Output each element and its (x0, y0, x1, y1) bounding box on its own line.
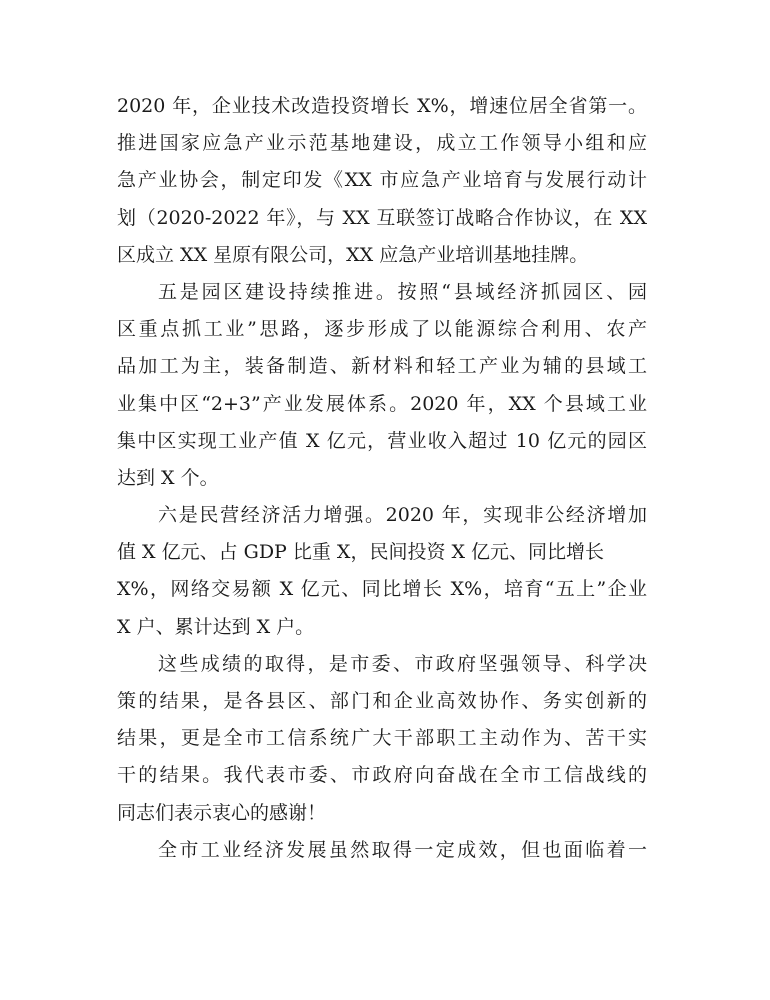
text-line: 业集中区“2+3”产业发展体系。2020 年，XX 个县域工业 (117, 392, 647, 415)
text-line: 全市工业经济发展虽然取得一定成效，但也面临着一 (158, 838, 647, 861)
text-line: X 户、累计达到 X 户。 (117, 615, 315, 638)
text-line: 六是民营经济活力增强。2020 年，实现非公经济增加 (158, 504, 647, 527)
text-line: 2020 年，企业技术改造投资增长 X%，增速位居全省第一。 (117, 95, 647, 117)
document-body (117, 88, 647, 869)
text-line: 结果，更是全市工信系统广大干部职工主动作为、苦干实 (117, 727, 647, 750)
text-line: 干的结果。我代表市委、市政府向奋战在全市工信战线的 (117, 764, 647, 787)
text-line: 五是园区建设持续推进。按照“县域经济抓园区、园 (158, 280, 647, 303)
text-line: 这些成绩的取得，是市委、市政府坚强领导、科学决 (158, 652, 647, 675)
text-line: 区成立 XX 星原有限公司，XX 应急产业培训基地挂牌。 (117, 243, 589, 266)
text-line: 策的结果，是各县区、部门和企业高效协作、务实创新的 (117, 690, 647, 712)
text-line: 达到 X 个。 (117, 466, 219, 489)
text-line: 区重点抓工业”思路，逐步形成了以能源综合利用、农产 (117, 318, 647, 341)
text-line: 划（2020-2022 年》，与 XX 互联签订战略合作协议，在 XX (117, 206, 647, 229)
text-line: 品加工为主，装备制造、新材料和轻工产业为辅的县域工 (117, 355, 647, 378)
text-line: 推进国家应急产业示范基地建设，成立工作领导小组和应 (117, 132, 647, 155)
text-line: 急产业协会，制定印发《XX 市应急产业培育与发展行动计 (117, 169, 647, 192)
text-line: 集中区实现工业产值 X 亿元，营业收入超过 10 亿元的园区 (117, 429, 647, 452)
text-line: 值 X 亿元、占 GDP 比重 X，民间投资 X 亿元、同比增长 (117, 541, 605, 564)
text-line: X%，网络交易额 X 亿元、同比增长 X%，培育“五上”企业 (117, 578, 647, 601)
text-line: 同志们表示衷心的感谢！ (117, 801, 327, 824)
